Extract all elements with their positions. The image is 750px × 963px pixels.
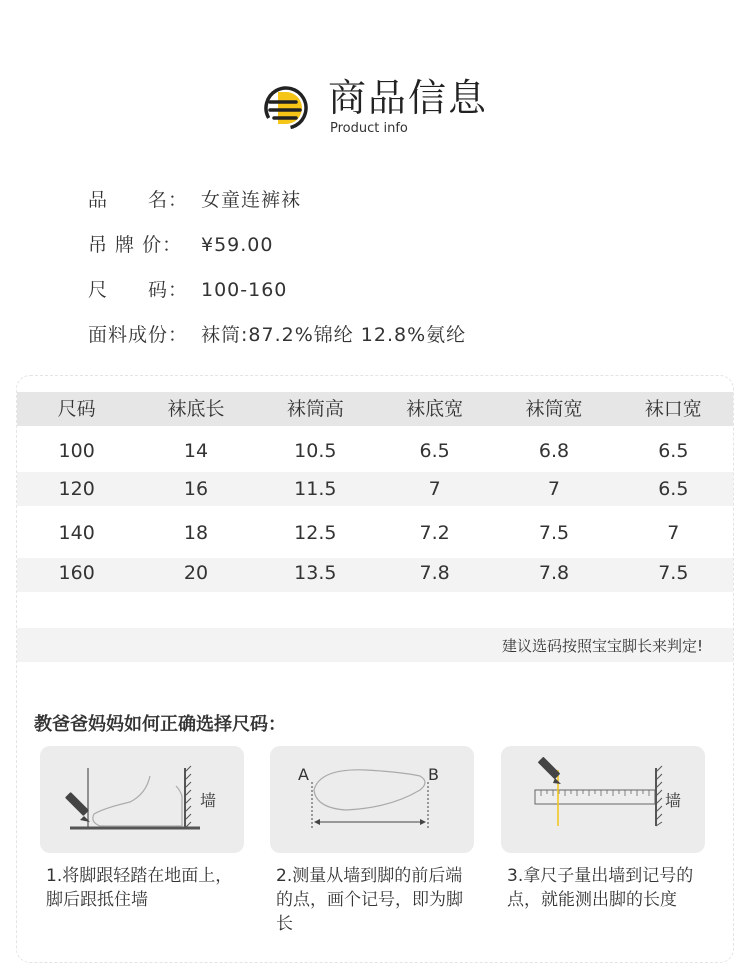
info-value: 袜筒:87.2%锦纶 12.8%氨纶: [201, 324, 467, 346]
table-cell: 7.8: [419, 562, 450, 584]
table-row: [17, 506, 733, 558]
point-a-label: A: [298, 765, 309, 784]
wall-label: 墙: [665, 791, 682, 810]
wall-label: 墙: [200, 791, 217, 810]
size-note: 建议选码按照宝宝脚长来判定!: [501, 637, 703, 655]
page-title: 商品信息: [328, 76, 489, 120]
info-value: ¥59.00: [201, 234, 274, 256]
foot-against-wall-illustration: [40, 746, 244, 853]
table-cell: 6.5: [658, 440, 689, 462]
table-header-row: [17, 392, 733, 426]
table-header-cell: 袜底长: [167, 398, 225, 420]
info-value: 100-160: [201, 279, 288, 301]
step-illustration: [40, 746, 244, 853]
table-cell: 6.8: [538, 440, 570, 462]
table-cell: 12.5: [294, 522, 337, 544]
table-cell: 100: [58, 440, 95, 462]
table-header-cell: 袜底宽: [406, 398, 464, 420]
table-cell: 18: [183, 522, 209, 544]
table-header-cell: 袜筒宽: [525, 398, 583, 420]
step-caption: 1.将脚跟轻踏在地面上，脚后跟抵住墙: [46, 866, 233, 910]
table-cell: 7: [428, 478, 441, 500]
page-subtitle: Product info: [330, 121, 408, 136]
table-cell: 6.5: [658, 478, 689, 500]
document-lines-icon: [262, 84, 312, 132]
ruler-icon: [535, 790, 655, 804]
table-row: [17, 558, 733, 592]
table-row: [17, 472, 733, 506]
ruler-measure-illustration: [501, 746, 705, 853]
table-cell: 7.8: [538, 562, 570, 584]
table-row: [17, 426, 733, 472]
info-label: 吊 牌 价：: [88, 234, 183, 256]
section-header: [262, 76, 502, 140]
table-cell: 13.5: [294, 562, 337, 584]
table-header-cell: 袜口宽: [644, 398, 702, 420]
size-card: [16, 375, 734, 963]
table-header-cell: 袜筒高: [286, 398, 344, 420]
table-cell: 160: [58, 562, 95, 584]
info-label: 尺 码：: [88, 279, 189, 301]
step-illustration: [270, 746, 474, 853]
size-note-bar: [17, 628, 733, 662]
howto-title: 教爸爸妈妈如何正确选择尺码：: [34, 714, 286, 735]
table-cell: 7.5: [538, 522, 570, 544]
table-cell: 7.2: [419, 522, 450, 544]
table-cell: 120: [58, 478, 95, 500]
info-label: 面料成份：: [88, 324, 189, 346]
table-cell: 6.5: [419, 440, 450, 462]
pencil-icon: [65, 792, 90, 822]
table-cell: 14: [183, 440, 209, 462]
table-cell: 7: [667, 522, 680, 544]
step-caption: 3.拿尺子量出墙到记号的点，就能测出脚的长度: [507, 866, 694, 910]
table-cell: 20: [183, 562, 209, 584]
table-cell: 140: [58, 522, 95, 544]
point-b-label: B: [428, 765, 439, 784]
size-table: [17, 392, 733, 592]
step-illustration: [501, 746, 705, 853]
table-header-cell: 尺码: [57, 398, 96, 420]
table-cell: 10.5: [294, 440, 337, 462]
table-cell: 7.5: [658, 562, 689, 584]
info-label: 品 名：: [88, 189, 189, 211]
foot-length-illustration: [270, 746, 474, 853]
table-cell: 11.5: [294, 478, 337, 500]
step-caption: 2.测量从墙到脚的前后端的点，画个记号，即为脚长: [276, 866, 463, 934]
table-cell: 16: [183, 478, 209, 500]
info-value: 女童连裤袜: [201, 189, 302, 211]
table-cell: 7: [547, 478, 561, 500]
